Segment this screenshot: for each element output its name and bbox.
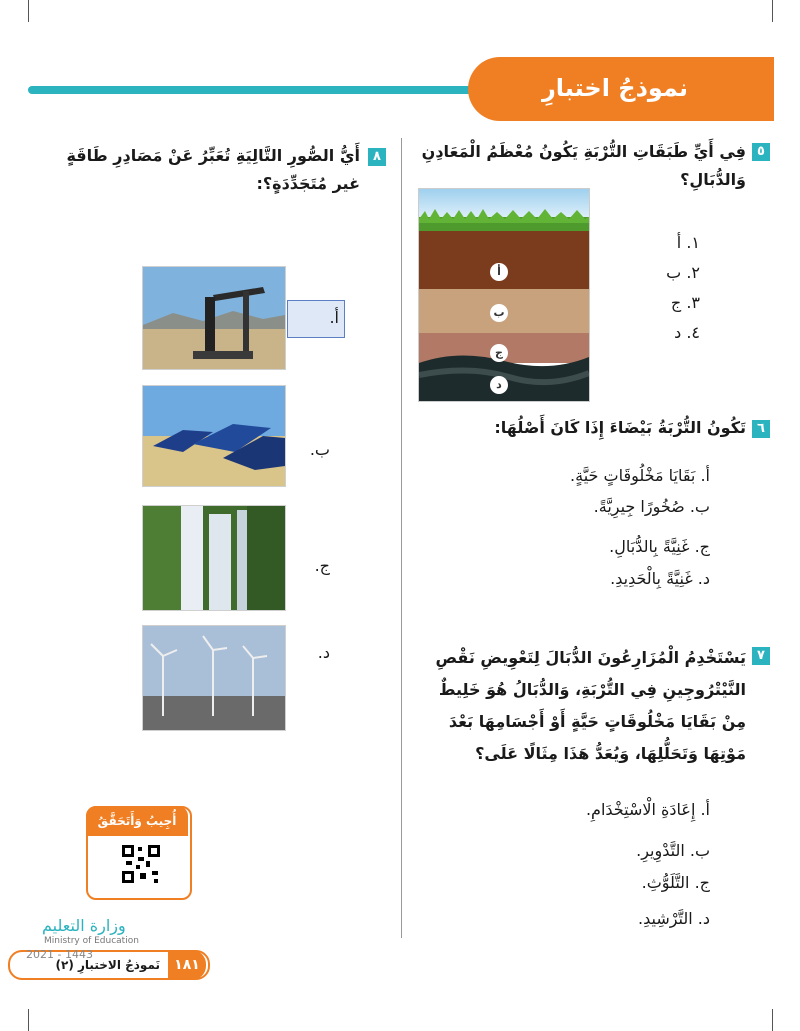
q5-option-1[interactable]: ١. أ [676, 233, 700, 252]
q7-option-d[interactable]: د. التَّرْشِيدِ. [638, 909, 710, 928]
q5-option-2[interactable]: ٢. ب [666, 263, 700, 282]
q6-option-b[interactable]: ب. صُخُورًا جِيرِيَّةً. [593, 497, 710, 516]
soil-layer-label-d: د [490, 376, 508, 394]
question-number-7: ٧ [752, 647, 770, 665]
question-6-text: تَكُونُ التُّرْبَةُ بَيْضَاءَ إِذَا كَانَ أَصْلُهَا: [494, 418, 746, 437]
q7-option-c[interactable]: ج. التَّلَوُّثِ. [641, 873, 710, 892]
q5-option-3[interactable]: ٣. ج [670, 293, 700, 312]
question-number-6: ٦ [752, 420, 770, 438]
q8-option-c[interactable]: ج. [314, 556, 330, 575]
waterfall-image[interactable] [142, 505, 286, 611]
page-title: نموذجُ اختبارِ (٢) [541, 74, 689, 146]
qr-code-icon[interactable] [120, 843, 162, 885]
q6-option-c[interactable]: ج. غَنِيَّةً بِالدُّبَالِ. [609, 537, 710, 556]
q5-option-4[interactable]: ٤. د [674, 323, 700, 342]
question-8-text: أَيُّ الصُّورِ التَّالِيَةِ تُعَبِّرُ عَنْ مَصَادِرِ طَاقَةٍ غير مُتَجَدِّدَةٍ؟: [66, 146, 360, 193]
soil-layer-label-b: ب [490, 304, 508, 322]
crop-mark [28, 0, 29, 22]
qr-label: أُجِيبُ وَأَتَحَقَّقُ [86, 806, 188, 836]
edition-date: 2021 - 1443 [26, 948, 93, 961]
crop-mark [772, 1009, 773, 1031]
ministry-name-english: Ministry of Education [44, 936, 139, 946]
wind-turbines-image[interactable] [142, 625, 286, 731]
soil-layer-label-a: أ [490, 263, 508, 281]
q8-option-d[interactable]: د. [317, 643, 330, 662]
soil-layer-label-c: ج [490, 344, 508, 362]
question-7-text: يَسْتَخْدِمُ الْمُزَارِعُونَ الدُّبَالَ لِتَعْوِيضِ نَقْصِ النَّيْتْرُوجِينِ فِي التُّرْبَةِ، وَالدُّبَالُ هُوَ خَلِيطٌ مِنْ بَقَايَا مَخْلُوقَاتٍ حَيَّةٍ أَوْ أَجْسَامِهَا بَعْدَ مَوْتِهَا وَتَحَلُّلِهَا، وَيُعَدُّ هَذَا مِثَالًا عَلَى؟ [435, 648, 746, 763]
question-number-5: ٥ [752, 143, 770, 161]
solar-panels-image[interactable] [142, 385, 286, 487]
question-number-8: ٨ [368, 148, 386, 166]
q8-option-a[interactable]: أ. [329, 308, 339, 327]
question-5-text: فِي أَيِّ طَبَقَاتِ التُّرْبَةِ يَكُونُ مُعْظَمُ الْمَعَادِنِ وَالدُّبَالِ؟ [421, 142, 746, 189]
header-rule [28, 86, 498, 94]
q7-option-a[interactable]: أ. إِعَادَةِ الْاسْتِخْدَامِ. [585, 800, 710, 819]
crop-mark [28, 1009, 29, 1031]
ministry-name-arabic: وزارة التعليم [42, 916, 126, 935]
q6-option-a[interactable]: أ. بَقَايَا مَخْلُوقَاتٍ حَيَّةٍ. [570, 466, 710, 485]
q7-option-b[interactable]: ب. التَّدْوِيرِ. [636, 841, 710, 860]
oil-pump-image[interactable] [142, 266, 286, 370]
column-divider [401, 138, 402, 938]
crop-mark [772, 0, 773, 22]
q8-option-b[interactable]: ب. [309, 440, 330, 459]
q6-option-d[interactable]: د. غَنِيَّةً بِالْحَدِيدِ. [610, 569, 710, 588]
soil-layers-image [418, 188, 590, 402]
page-number: ١٨١ [168, 950, 206, 980]
footer-title: نَموذجُ الاختبارِ (٢) [55, 958, 160, 972]
